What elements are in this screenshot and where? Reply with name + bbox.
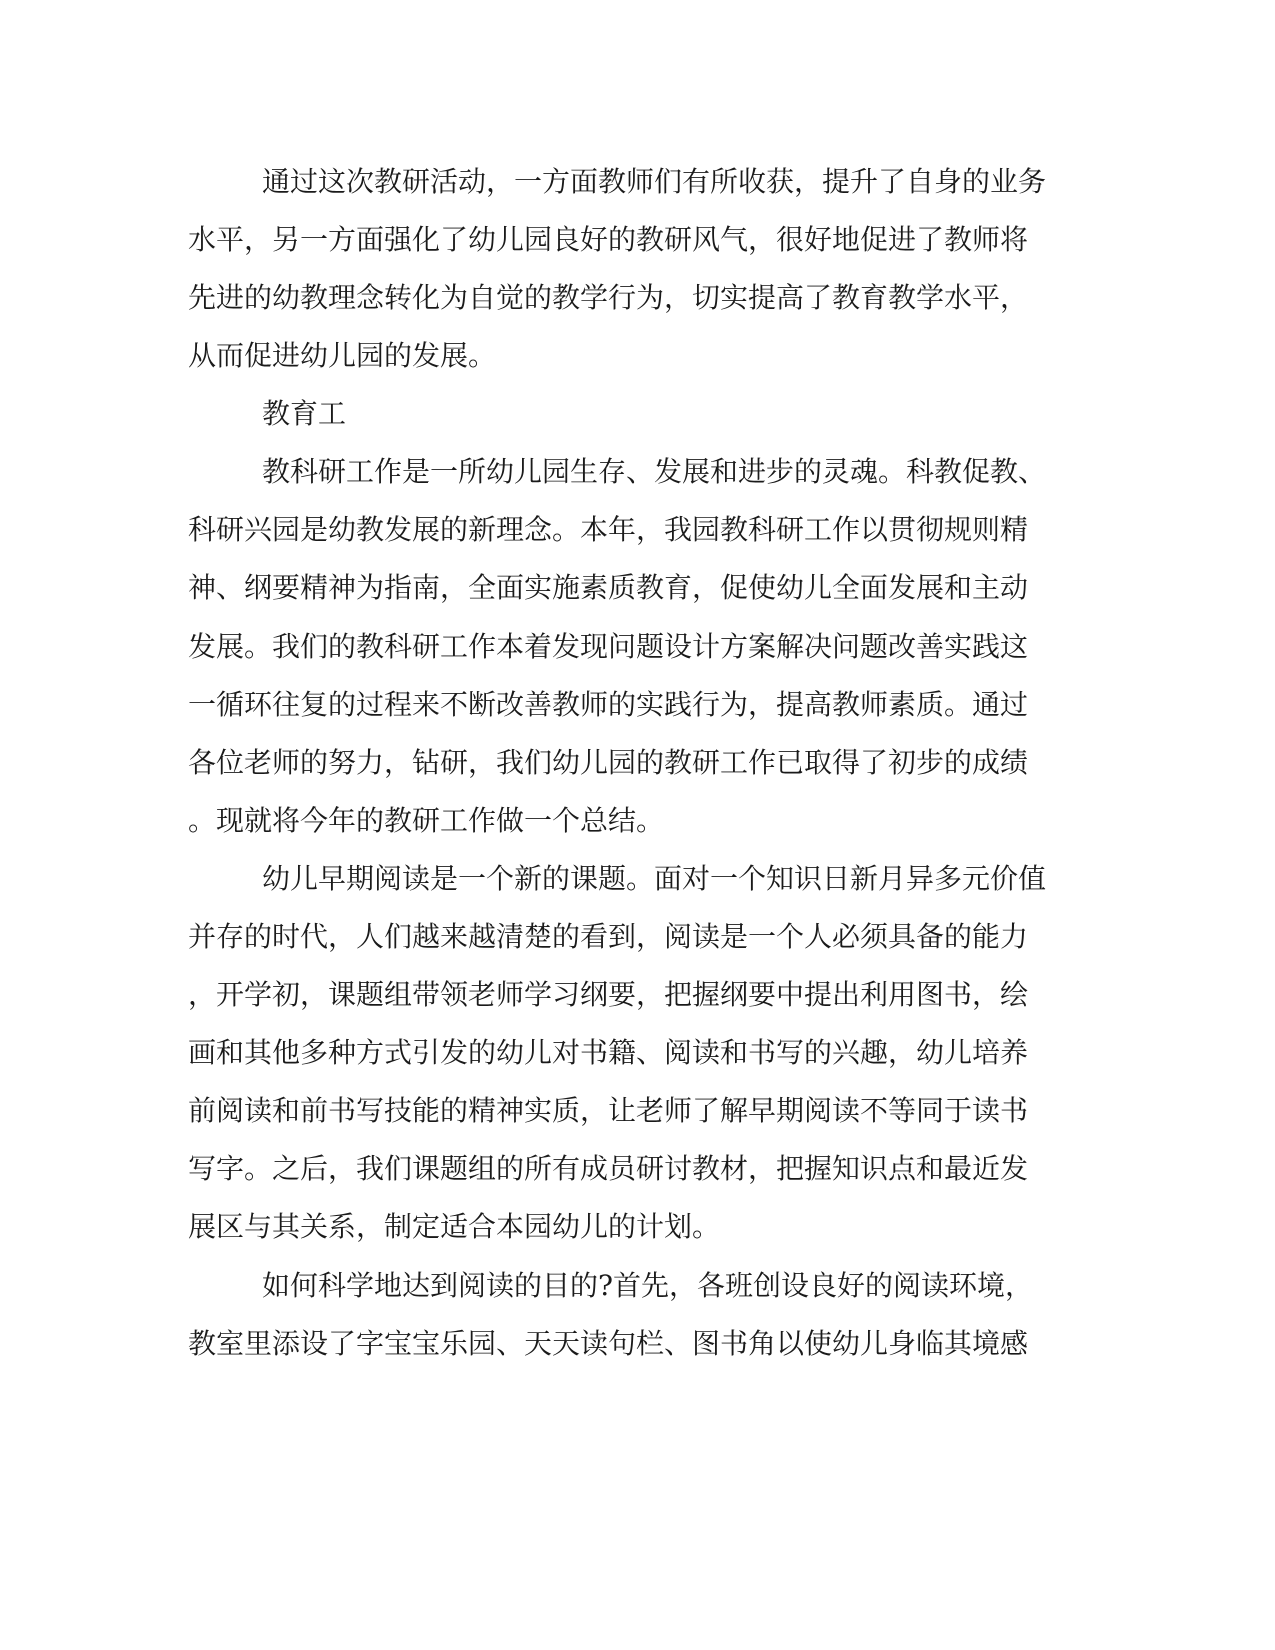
text-line: 写字。之后，我们课题组的所有成员研讨教材，把握知识点和最近发: [188, 1152, 1029, 1185]
text-line: 幼儿早期阅读是一个新的课题。面对一个知识日新月异多元价值: [262, 862, 1047, 895]
text-line: 一循环往复的过程来不断改善教师的实践行为，提高教师素质。通过: [188, 688, 1029, 721]
text-line: 发展。我们的教科研工作本着发现问题设计方案解决问题改善实践这: [188, 630, 1029, 663]
text-line: 展区与其关系，制定适合本园幼儿的计划。: [188, 1210, 721, 1243]
text-line: 各位老师的努力，钻研，我们幼儿园的教研工作已取得了初步的成绩: [188, 746, 1029, 779]
text-line: ，开学初，课题组带领老师学习纲要，把握纲要中提出利用图书，绘: [188, 978, 1029, 1011]
text-line: 神、纲要精神为指南，全面实施素质教育，促使幼儿全面发展和主动: [188, 571, 1029, 604]
text-line: 。现就将今年的教研工作做一个总结。: [188, 804, 665, 837]
text-line: 先进的幼教理念转化为自觉的教学行为，切实提高了教育教学水平，: [188, 281, 1029, 314]
text-line: 教室里添设了字宝宝乐园、天天读句栏、图书角以使幼儿身临其境感: [188, 1327, 1029, 1360]
text-line: 通过这次教研活动，一方面教师们有所收获，提升了自身的业务: [262, 165, 1047, 198]
text-line: 如何科学地达到阅读的目的?首先，各班创设良好的阅读环境，: [262, 1269, 1034, 1302]
text-line: 并存的时代，人们越来越清楚的看到，阅读是一个人必须具备的能力: [188, 920, 1029, 953]
text-line: 前阅读和前书写技能的精神实质，让老师了解早期阅读不等同于读书: [188, 1094, 1029, 1127]
section-heading: 教育工: [262, 397, 347, 430]
text-line: 水平，另一方面强化了幼儿园良好的教研风气，很好地促进了教师将: [188, 223, 1029, 256]
text-line: 教科研工作是一所幼儿园生存、发展和进步的灵魂。科教促教、: [262, 455, 1047, 488]
text-line: 科研兴园是幼教发展的新理念。本年，我园教科研工作以贯彻规则精: [188, 513, 1029, 546]
text-line: 从而促进幼儿园的发展。: [188, 339, 497, 372]
text-line: 画和其他多种方式引发的幼儿对书籍、阅读和书写的兴趣，幼儿培养: [188, 1036, 1029, 1069]
